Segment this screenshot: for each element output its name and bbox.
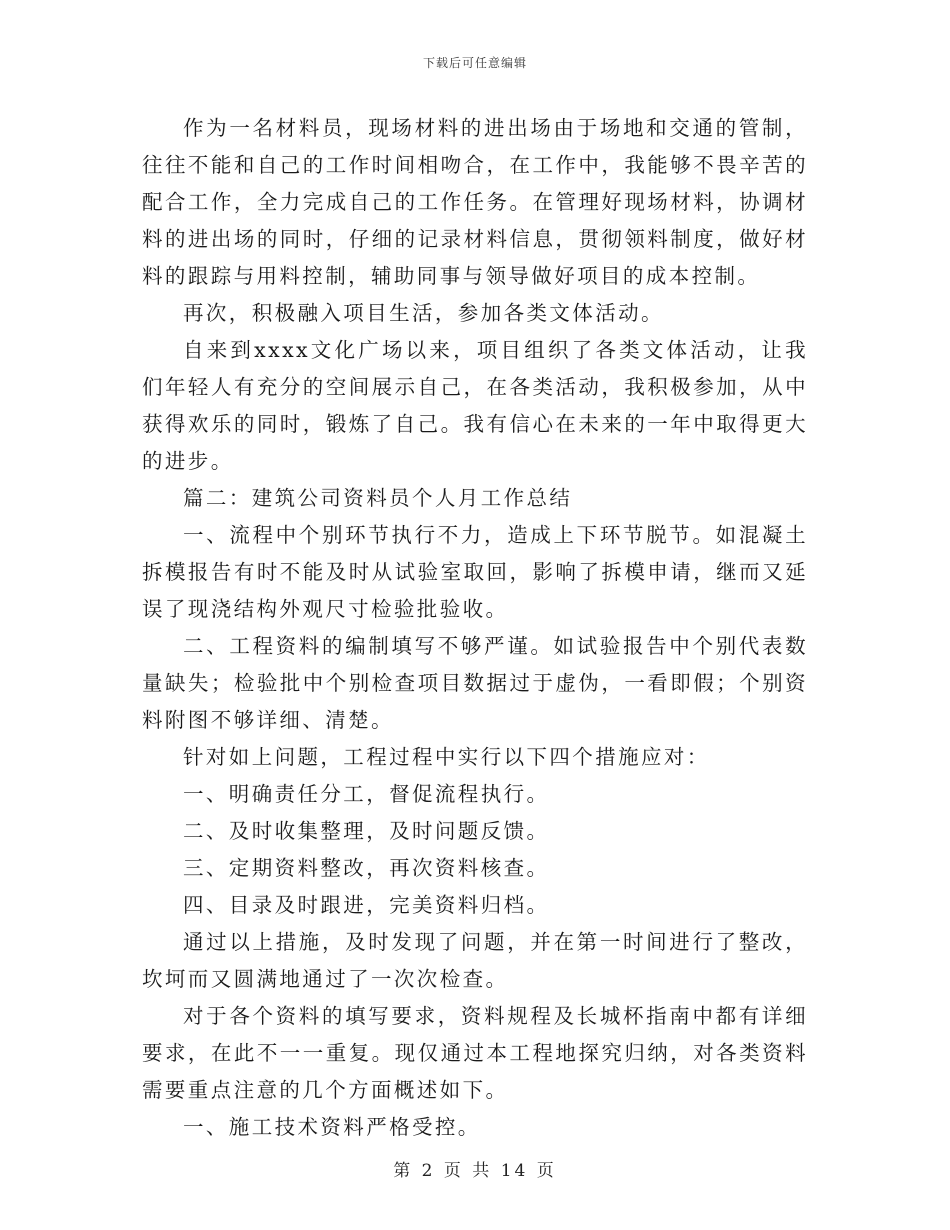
list-item: 三、定期资料整改，再次资料核查。	[183, 856, 550, 880]
paragraph: 通过以上措施，及时发现了问题，并在第一时间进行了整改，坎坷而又圆满地通过了一次次检查。	[142, 930, 808, 991]
document-body	[142, 110, 808, 1146]
list-item: 一、明确责任分工，督促流程执行。	[183, 782, 550, 806]
paragraph: 对于各个资料的填写要求，资料规程及长城杯指南中都有详细要求，在此不一一重复。现仅通过本工程地探究归纳，对各类资料需要重点注意的几个方面概述如下。	[142, 1004, 808, 1102]
paragraph: 一、流程中个别环节执行不力，造成上下环节脱节。如混凝土拆模报告有时不能及时从试验室取回，影响了拆模申请，继而又延误了现浇结构外观尺寸检验批验收。	[142, 523, 808, 621]
paragraph: 作为一名材料员，现场材料的进出场由于场地和交通的管制，往往不能和自己的工作时间相吻合，在工作中，我能够不畏辛苦的配合工作，全力完成自己的工作任务。在管理好现场材料，协调材料的进出场的同时，仔细的记录材料信息，贯彻领料制度，做好材料的跟踪与用料控制，辅助同事与领导做好项目的成本控制。	[142, 116, 808, 288]
paragraph: 针对如上问题，工程过程中实行以下四个措施应对：	[183, 745, 710, 769]
list-item: 四、目录及时跟进，完美资料归档。	[183, 893, 550, 917]
paragraph: 二、工程资料的编制填写不够严谨。如试验报告中个别代表数量缺失；检验批中个别检查项目数据过于虚伪，一看即假；个别资料附图不够详细、清楚。	[142, 634, 808, 732]
paragraph: 自来到xxxx文化广场以来，项目组织了各类文体活动，让我们年轻人有充分的空间展示自己，在各类活动，我积极参加，从中获得欢乐的同时，锻炼了自己。我有信心在未来的一年中取得更大的进步。	[142, 338, 808, 473]
page-footer: 第 2 页 共 14 页	[393, 1161, 557, 1181]
list-item: 二、及时收集整理，及时问题反馈。	[183, 819, 550, 843]
section-heading: 篇二：建筑公司资料员个人月工作总结	[183, 486, 573, 510]
list-item: 一、施工技术资料严格受控。	[183, 1115, 481, 1139]
paragraph: 再次，积极融入项目生活，参加各类文体活动。	[183, 301, 664, 325]
page-header: 下载后可任意编辑	[422, 56, 527, 70]
